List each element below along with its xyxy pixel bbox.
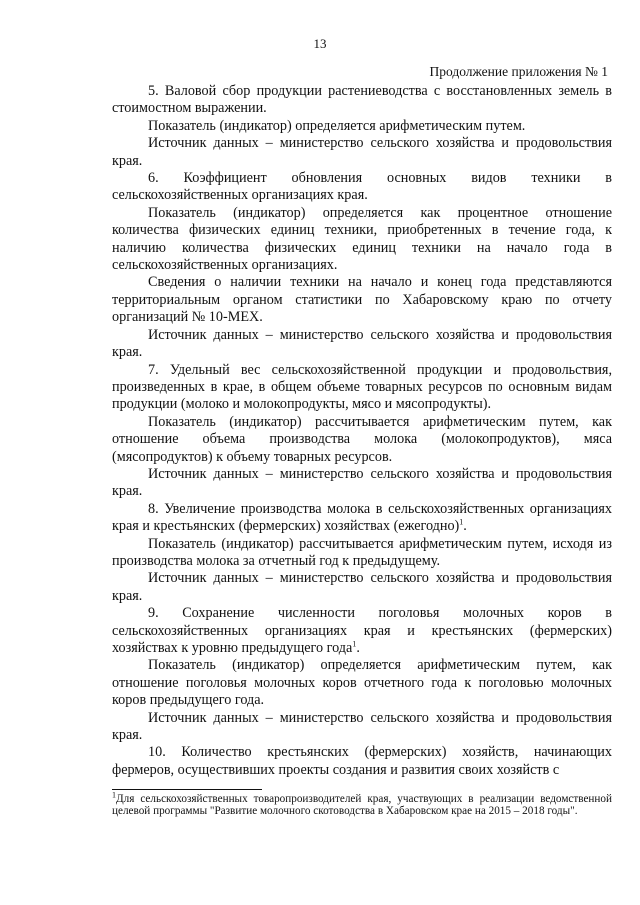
paragraph-item-7: 7. Удельный вес сельскохозяйственной продукции и продовольствия, произведенных в крае, в общем объеме товарных ресурсов по основным видам продукции (молоко и молокопродукты, мясо и мясопродукты). <box>112 361 612 413</box>
paragraph-source-5: Источник данных – министерство сельского хозяйства и продовольствия края. <box>112 135 612 169</box>
footnote-ref-8[interactable]: 1 <box>459 517 464 527</box>
paragraph-source-8: Источник данных – министерство сельского хозяйства и продовольствия края. <box>112 570 612 604</box>
paragraph-indicator-7: Показатель (индикатор) рассчитывается арифметическим путем, как отношение объема производства молока (молокопродуктов), мяса (мясопродуктов) к объему товарных ресурсов. <box>112 413 612 465</box>
item-9-text: 9. Сохранение численности поголовья молочных коров в сельскохозяйственных организациях края и крестьянских (фермерских) хозяйствах к уровню предыдущего года <box>112 605 612 656</box>
footnote-divider <box>112 789 262 790</box>
appendix-continuation-note: Продолжение приложения № 1 <box>429 64 608 79</box>
footnote-ref-9[interactable]: 1 <box>352 639 357 649</box>
footnote <box>112 790 612 818</box>
footnote-mark: 1 <box>112 790 116 800</box>
paragraph-equipment-info: Сведения о наличии техники на начало и конец года представляются территориальным органом статистики по Хабаровскому краю по отчету организаций № 10-МЕХ. <box>112 274 612 326</box>
paragraph-item-6: 6. Коэффициент обновления основных видов техники в сельскохозяйственных организациях края. <box>112 170 612 204</box>
paragraph-indicator-9: Показатель (индикатор) определяется арифметическим путем, как отношение поголовья молочных коров отчетного года к поголовью молочных коров предыдущего года. <box>112 657 612 709</box>
paragraph-indicator-5: Показатель (индикатор) определяется арифметическим путем. <box>148 117 526 134</box>
paragraph-source-9: Источник данных – министерство сельского хозяйства и продовольствия края. <box>112 709 612 744</box>
paragraph-item-8: 8. Увеличение производства молока в сельскохозяйственных организациях края и крестьянских (фермерских) хозяйствах (ежегодно)$^1$. <box>112 500 612 535</box>
paragraph-item-5: 5. Валовой сбор продукции растениеводства с восстановленных земель в стоимостном выражении. <box>112 83 612 117</box>
paragraph-item-9: 9. Сохранение численности поголовья молочных коров в сельскохозяйственных организациях края и крестьянских (фермерских) хозяйствах к уровню предыдущего года$^1$. <box>112 605 612 656</box>
paragraph-indicator-8: Показатель (индикатор) рассчитывается арифметическим путем, исходя из производства молока за отчетный год к предыдущему. <box>112 535 612 569</box>
paragraph-source-6: Источник данных – министерство сельского хозяйства и продовольствия края. <box>112 326 612 361</box>
footnote-text: Для сельскохозяйственных товаропроизводителей края, участвующих в реализации ведомственной целевой программы "Развитие молочного скотоводства в Хабаровском крае на 2015 – 2018 годы". <box>112 793 612 817</box>
paragraph-item-10: 10. Количество крестьянских (фермерских) хозяйств, начинающих фермеров, осуществивших проекты создания и развития своих хозяйств с <box>112 744 612 778</box>
paragraph-indicator-6: Показатель (индикатор) определяется как процентное отношение количества физических единиц техники, приобретенных в течение года, к наличию количества физических единиц техники на начало года в сельскохозяйственных организациях. <box>112 204 612 274</box>
page-number: 13 <box>313 36 327 51</box>
item-8-text: 8. Увеличение производства молока в сельскохозяйственных организациях края и крестьянских (фермерских) хозяйствах (ежегодно) <box>112 500 612 535</box>
document-body <box>112 83 612 779</box>
paragraph-source-7: Источник данных – министерство сельского хозяйства и продовольствия края. <box>112 465 612 500</box>
